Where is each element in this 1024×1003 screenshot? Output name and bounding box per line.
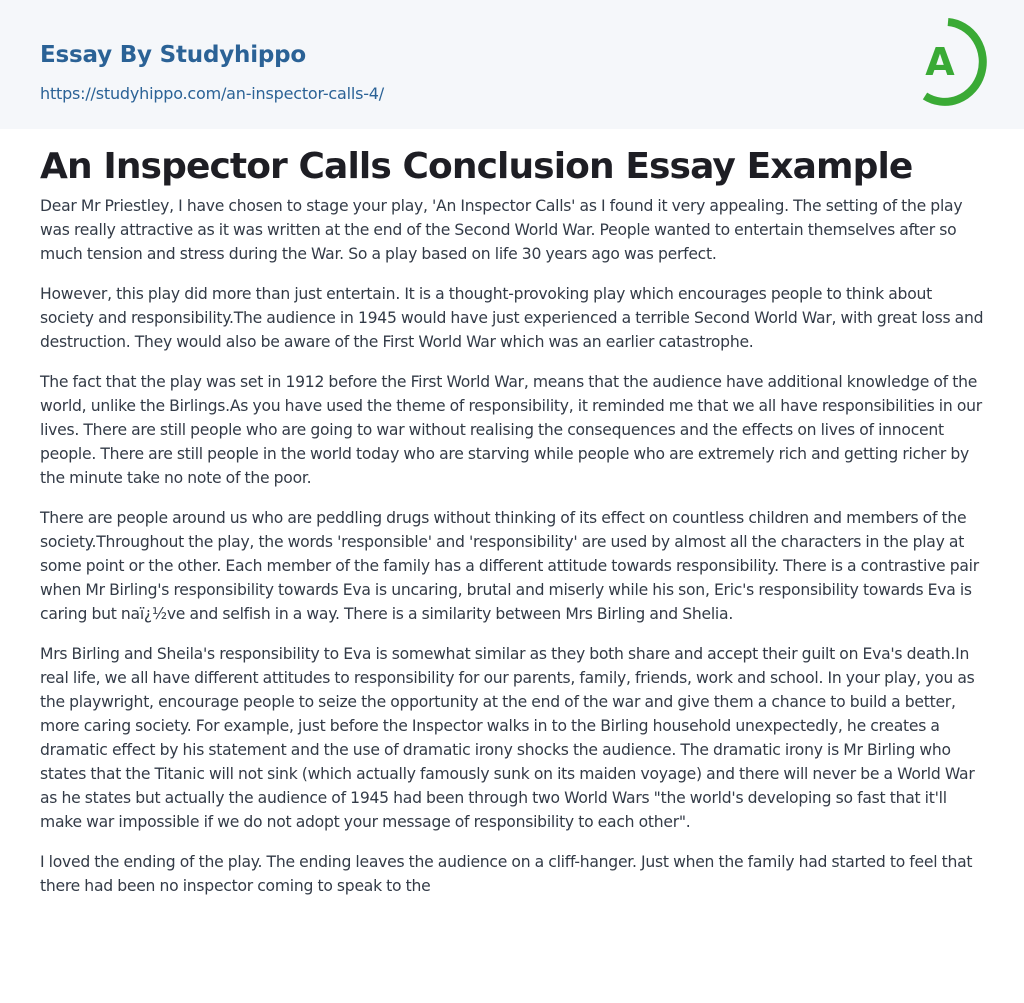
essay-paragraph: I loved the ending of the play. The ending leaves the audience on a cliff-hanger. Just when the family had started to feel that there had been no inspector coming to speak to the [40, 853, 973, 895]
essay-paragraph: Dear Mr Priestley, I have chosen to stage your play, 'An Inspector Calls' as I found it very appealing. The setting of the play was really attractive as it was written at the end of the Second World War. People wanted to entertain themselves after so much tension and stress during the War. So a play based on life 30 years ago was perfect. [40, 197, 963, 263]
essay-paragraph: There are people around us who are peddling drugs without thinking of its effect on countless children and members of the society.Throughout the play, the words 'responsible' and 'responsibility' are used by almost all the characters in the play at some point or the other. Each member of the family has a different attitude towards responsibility. There is a contrastive pair when Mr Birling's responsibility towards Eva is uncaring, brutal and miserly while his son, Eric's responsibility towards Eva is caring but naï¿½ve and selfish in a way. There is a similarity between Mrs Birling and Shelia. [40, 509, 979, 623]
essay-paragraph: The fact that the play was set in 1912 before the First World War, means that the audience have additional knowledge of the world, unlike the Birlings.As you have used the theme of responsibility, it reminded me that we all have responsibilities in our lives. There are still people who are going to war without realising the consequences and the effects on lives of innocent people. There are still people in the world today who are starving while people who are extremely rich and getting richer by the minute take no note of the poor. [40, 373, 982, 487]
source-url-link[interactable]: https://studyhippo.com/an-inspector-calls-4/ [40, 84, 384, 103]
studyhippo-logo-icon[interactable] [908, 18, 988, 106]
essay-body [40, 194, 990, 914]
essay-title: An Inspector Calls Conclusion Essay Example [40, 146, 913, 187]
brand-title[interactable]: Essay By Studyhippo [40, 42, 307, 68]
logo-letter: A [925, 40, 955, 84]
essay-paragraph: However, this play did more than just entertain. It is a thought-provoking play which encourages people to think about society and responsibility.The audience in 1945 would have just experienced a terrible Second World War, with great loss and destruction. They would also be aware of the First World War which was an earlier catastrophe. [40, 285, 984, 351]
essay-paragraph: Mrs Birling and Sheila's responsibility to Eva is somewhat similar as they both share and accept their guilt on Eva's death.In real life, we all have different attitudes to responsibility for our parents, family, friends, work and school. In your play, you as the playwright, encourage people to seize the opportunity at the end of the war and give them a chance to build a better, more caring society. For example, just before the Inspector walks in to the Birling household unexpectedly, he creates a dramatic effect by his statement and the use of dramatic irony shocks the audience. The dramatic irony is Mr Birling who states that the Titanic will not sink (which actually famously sunk on its maiden voyage) and there will never be a World War as he states but actually the audience of 1945 had been through two World Wars "the world's developing so fast that it'll make war impossible if we do not adopt your message of responsibility to each other". [40, 645, 975, 831]
site-header [0, 0, 1024, 129]
